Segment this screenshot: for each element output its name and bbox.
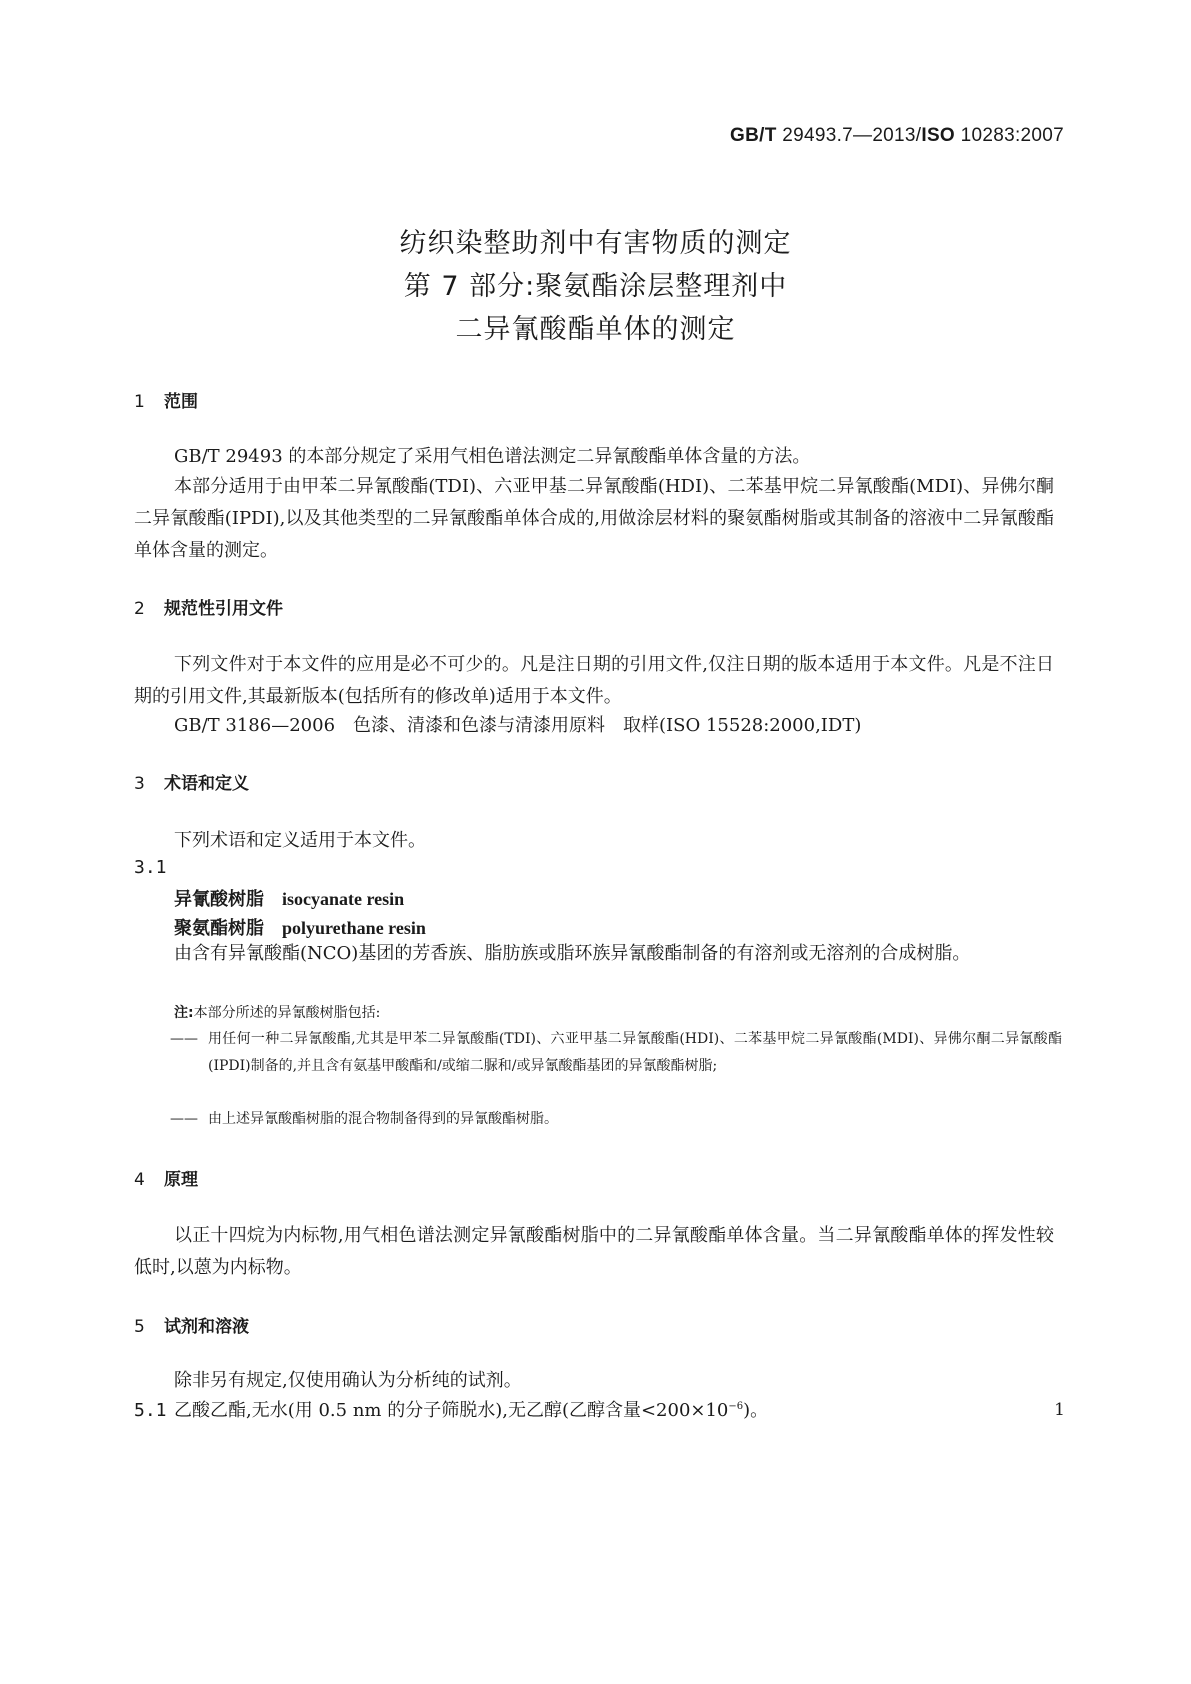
note-item-text: 由上述异氰酸酯树脂的混合物制备得到的异氰酸酯树脂。	[208, 1111, 558, 1127]
iso-number: 10283:2007	[960, 125, 1064, 146]
exponent: −6	[728, 1401, 744, 1412]
note-list-item-2	[170, 1106, 1062, 1133]
term-en: polyurethane resin	[282, 918, 426, 938]
section-1-paragraph-2: 本部分适用于由甲苯二异氰酸酯(TDI)、六亚甲基二异氰酸酯(HDI)、二苯基甲烷二异氰酸酯(MDI)、异佛尔酮二异氰酸酯(IPDI),以及其他类型的二异氰酸酯单体合成的,用做涂层材料的聚氨酯树脂或其制备的溶液中二异氰酸酯单体含量的测定。	[134, 476, 1054, 561]
term-zh: 聚氨酯树脂	[174, 918, 264, 939]
term-en: isocyanate resin	[282, 889, 405, 909]
standard-code	[730, 125, 1064, 147]
clause-5-1	[134, 1396, 768, 1422]
section-number: 2	[134, 599, 145, 619]
clause-text: 乙酸乙酯,无水(用 0.5 nm 的分子筛脱水),无乙醇(乙醇含量<200×10	[174, 1400, 729, 1421]
section-number: 3	[134, 774, 145, 794]
section-5-heading	[134, 1312, 249, 1337]
dash: ——	[170, 1031, 198, 1047]
section-4-paragraph-1: 以正十四烷为内标物,用气相色谱法测定异氰酸酯树脂中的二异氰酸酯单体含量。当二异氰酸酯单体的挥发性较低时,以蒽为内标物。	[134, 1225, 1054, 1278]
section-number: 1	[134, 392, 145, 412]
std-number: 29493.7—2013/	[782, 125, 922, 146]
page-number: 1	[1054, 1400, 1065, 1420]
std-prefix: GB/T	[730, 125, 777, 146]
section-title: 试剂和溶液	[164, 1317, 249, 1337]
section-3-paragraph-1: 下列术语和定义适用于本文件。	[174, 830, 426, 851]
section-5-paragraph-1: 除非另有规定,仅使用确认为分析纯的试剂。	[174, 1370, 522, 1391]
normative-reference: GB/T 3186—2006 色漆、清漆和色漆与清漆用原料 取样(ISO 15528:2000,IDT)	[174, 715, 862, 736]
section-number: 5	[134, 1317, 145, 1337]
note	[174, 1000, 380, 1026]
clause-number: 5.1	[134, 1400, 167, 1421]
note-list-item-1	[170, 1026, 1062, 1080]
title-line-3: 二异氰酸酯单体的测定	[455, 314, 736, 345]
section-title: 范围	[164, 392, 198, 412]
section-title: 原理	[164, 1170, 198, 1190]
term-polyurethane-resin	[174, 914, 426, 940]
section-title: 术语和定义	[164, 774, 249, 794]
section-4-heading	[134, 1165, 198, 1190]
note-item-text: 用任何一种二异氰酸酯,尤其是甲苯二异氰酸酯(TDI)、六亚甲基二异氰酸酯(HDI)、二苯基甲烷二异氰酸酯(MDI)、异佛尔酮二异氰酸酯(IPDI)制备的,并且含有氨基甲酸酯和/或缩二脲和/或异氰酸酯基团的异氰酸酯树脂;	[208, 1031, 1062, 1074]
section-2-heading	[134, 594, 283, 619]
term-isocyanate-resin	[174, 885, 404, 911]
term-definition: 由含有异氰酸酯(NCO)基团的芳香族、脂肪族或脂环族异氰酸酯制备的有溶剂或无溶剂的合成树脂。	[174, 943, 971, 964]
dash: ——	[170, 1111, 198, 1127]
document-title	[0, 222, 1191, 351]
section-1-paragraph-1: GB/T 29493 的本部分规定了采用气相色谱法测定二异氰酸酯单体含量的方法。	[174, 446, 811, 467]
iso-prefix: ISO	[921, 125, 956, 146]
title-line-2: 第 7 部分:聚氨酯涂层整理剂中	[403, 271, 788, 302]
note-intro: 本部分所述的异氰酸树脂包括:	[193, 1005, 381, 1021]
title-line-1: 纺织染整助剂中有害物质的测定	[399, 228, 792, 259]
section-title: 规范性引用文件	[164, 599, 283, 619]
section-2-paragraph-1: 下列文件对于本文件的应用是必不可少的。凡是注日期的引用文件,仅注日期的版本适用于本文件。凡是不注日期的引用文件,其最新版本(包括所有的修改单)适用于本文件。	[134, 654, 1054, 707]
note-label: 注:	[174, 1005, 194, 1021]
term-zh: 异氰酸树脂	[174, 889, 264, 910]
section-1-heading	[134, 387, 198, 412]
section-3-heading	[134, 769, 249, 794]
section-number: 4	[134, 1170, 145, 1190]
clause-3-1-number: 3.1	[134, 857, 167, 878]
clause-text-end: )。	[743, 1400, 769, 1421]
